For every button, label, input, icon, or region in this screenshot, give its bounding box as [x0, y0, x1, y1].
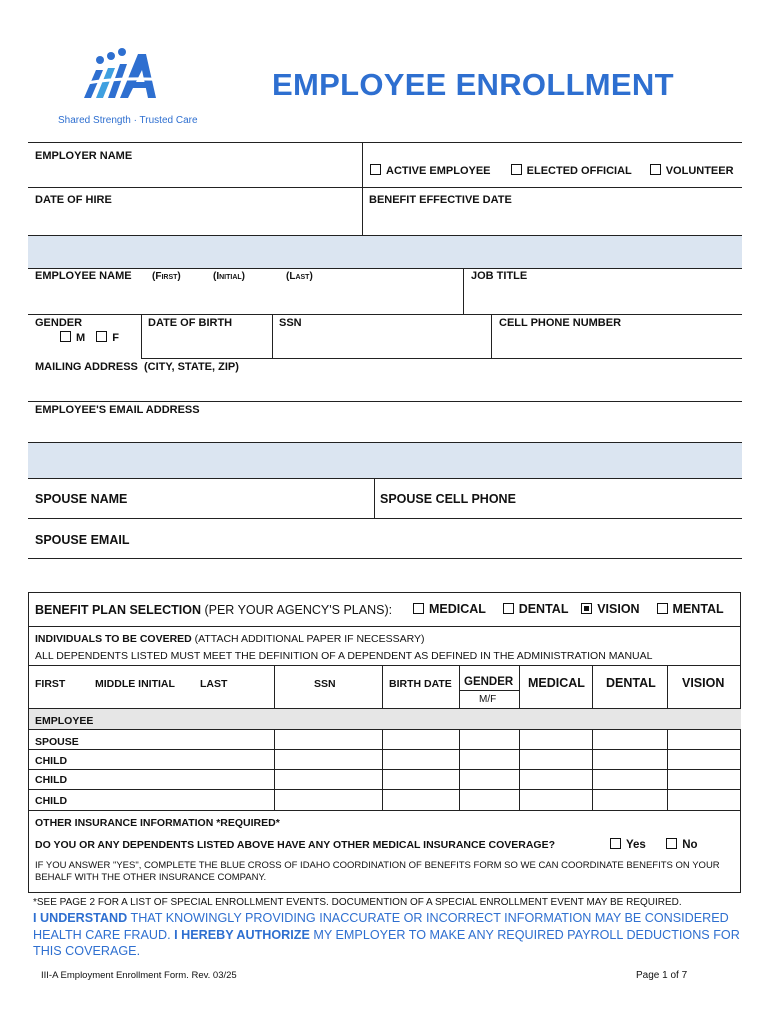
spouse-cell-label: SPOUSE CELL PHONE [380, 492, 516, 506]
table-row: CHILD [35, 774, 68, 786]
benefit-plan-selection: BENEFIT PLAN SELECTION (PER YOUR AGENCY'S PLANS): [35, 603, 393, 617]
checkbox-icon[interactable] [503, 603, 514, 614]
employee-email-label: EMPLOYEE'S EMAIL ADDRESS [35, 404, 200, 416]
col-birth-date: BIRTH DATE [389, 678, 452, 690]
first-name-label: (First) [152, 271, 181, 282]
spouse-email-label: SPOUSE EMAIL [35, 533, 130, 547]
job-title-label: JOB TITLE [471, 270, 528, 282]
other-insurance-label: OTHER INSURANCE INFORMATION *REQUIRED* [35, 817, 280, 829]
checkbox-icon[interactable] [581, 603, 592, 614]
col-last: LAST [200, 678, 228, 690]
individuals-covered-label: INDIVIDUALS TO BE COVERED (ATTACH ADDITIONAL PAPER IF NECESSARY) [35, 633, 425, 645]
checkbox-icon[interactable] [370, 164, 381, 175]
col-medical: MEDICAL [528, 676, 585, 690]
logo-tagline: Shared Strength · Trusted Care [58, 115, 198, 126]
checkbox-icon[interactable] [650, 164, 661, 175]
status-volunteer[interactable]: VOLUNTEER [650, 165, 734, 177]
logo [72, 46, 212, 104]
col-middle-initial: MIDDLE INITIAL [95, 678, 175, 690]
table-row: SPOUSE [35, 736, 79, 748]
gender-f[interactable]: F [96, 332, 119, 344]
special-enrollment-note: *SEE PAGE 2 FOR A LIST OF SPECIAL ENROLLMENT EVENTS. DOCUMENTION OF A SPECIAL ENROLLMENT EVENT MAY BE REQUIRED. [33, 897, 682, 908]
other-insurance-note: IF YOU ANSWER "YES", COMPLETE THE BLUE CROSS OF IDAHO COORDINATION OF BENEFITS FORM SO WE CAN COORDINATE BENEFITS ON YOUR BEHALF WITH THE OTHER INSURANCE COMPANY. [35, 860, 720, 883]
checkbox-icon[interactable] [657, 603, 668, 614]
plan-vision[interactable]: VISION [581, 602, 639, 616]
gender-m[interactable]: M [60, 332, 85, 344]
logo-mark-icon [72, 46, 212, 104]
plan-options [413, 602, 724, 616]
plan-mental[interactable]: MENTAL [657, 602, 724, 616]
table-row: EMPLOYEE [35, 715, 94, 727]
checkbox-icon[interactable] [96, 331, 107, 342]
page-number: Page 1 of 7 [636, 970, 688, 981]
date-of-birth-label: DATE OF BIRTH [148, 317, 233, 329]
cell-phone-label: CELL PHONE NUMBER [499, 317, 622, 329]
gender-label: GENDER [35, 317, 83, 329]
benefit-effective-date-label: BENEFIT EFFECTIVE DATE [369, 194, 512, 206]
employer-name-label: EMPLOYER NAME [35, 150, 133, 162]
employment-status-options [370, 164, 734, 177]
col-ssn: SSN [314, 678, 336, 690]
col-vision: VISION [682, 676, 725, 690]
last-name-label: (Last) [286, 271, 313, 282]
ssn-label: SSN [279, 317, 302, 329]
table-row: CHILD [35, 755, 68, 767]
dependent-definition-note: ALL DEPENDENTS LISTED MUST MEET THE DEFINITION OF A DEPENDENT AS DEFINED IN THE ADMINISTRATION MANUAL [35, 650, 653, 662]
other-coverage-options [610, 838, 698, 851]
fraud-authorization-statement: I UNDERSTAND THAT KNOWINGLY PROVIDING INACCURATE OR INCORRECT INFORMATION MAY BE CONSIDERED HEALTH CARE FRAUD. I HEREBY AUTHORIZE MY EMPLOYER TO MAKE ANY REQUIRED PAYROLL DEDUCTIONS FOR THIS COVERAGE. [33, 911, 740, 958]
gender-options [60, 331, 119, 344]
col-first: FIRST [35, 678, 66, 690]
other-coverage-question: DO YOU OR ANY DEPENDENTS LISTED ABOVE HAVE ANY OTHER MEDICAL INSURANCE COVERAGE? [35, 839, 556, 851]
page-title: EMPLOYEE ENROLLMENT [272, 67, 674, 102]
mailing-address-label: MAILING ADDRESS (CITY, STATE, ZIP) [35, 361, 239, 373]
checkbox-icon[interactable] [610, 838, 621, 849]
col-gender-sub: M/F [479, 694, 497, 705]
section-divider-band [28, 443, 742, 478]
checkbox-icon[interactable] [511, 164, 522, 175]
employee-row-shade [29, 709, 741, 729]
table-row: CHILD [35, 795, 68, 807]
plan-dental[interactable]: DENTAL [503, 602, 569, 616]
date-of-hire-label: DATE OF HIRE [35, 194, 112, 206]
other-coverage-yes[interactable]: Yes [610, 839, 646, 851]
status-elected-official[interactable]: ELECTED OFFICIAL [511, 165, 632, 177]
section-divider-band [28, 236, 742, 268]
col-dental: DENTAL [606, 676, 656, 690]
col-gender: GENDER [464, 676, 514, 688]
form-id: III-A Employment Enrollment Form. Rev. 03/25 [41, 970, 237, 981]
initial-label: (Initial) [213, 271, 245, 282]
employee-name-label: EMPLOYEE NAME [35, 270, 132, 282]
spouse-name-label: SPOUSE NAME [35, 492, 128, 506]
checkbox-icon[interactable] [413, 603, 424, 614]
checkbox-icon[interactable] [60, 331, 71, 342]
status-active-employee[interactable]: ACTIVE EMPLOYEE [370, 165, 491, 177]
plan-medical[interactable]: MEDICAL [413, 602, 486, 616]
checkbox-icon[interactable] [666, 838, 677, 849]
other-coverage-no[interactable]: No [666, 839, 697, 851]
